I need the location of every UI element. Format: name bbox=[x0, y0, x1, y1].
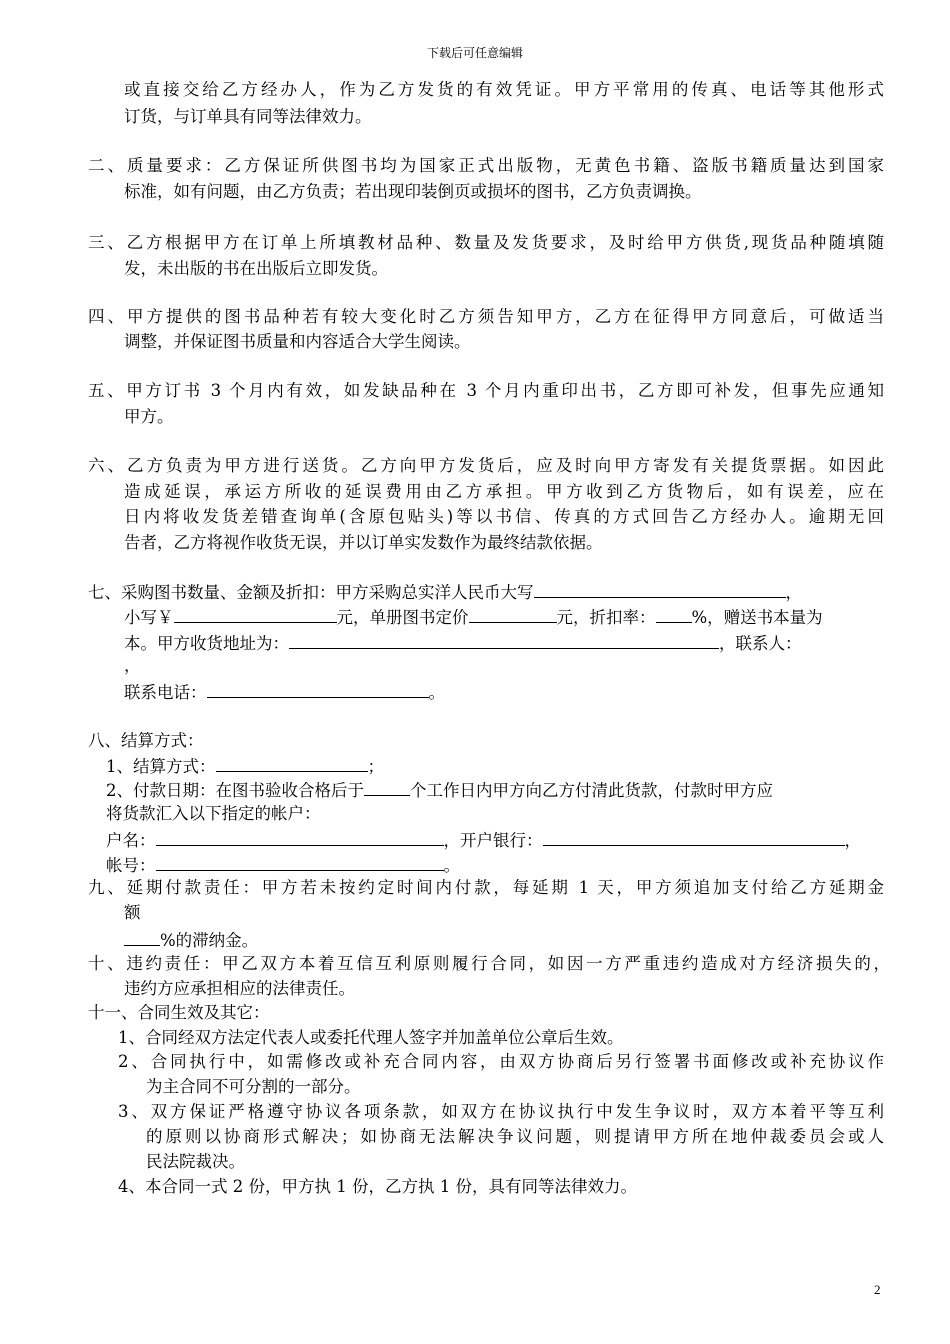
clause-3-line-1: 三、乙方根据甲方在订单上所填教材品种、数量及发货要求，及时给甲方供货,现货品种随填随 bbox=[88, 233, 884, 252]
clause-7-line-1 bbox=[88, 580, 802, 604]
late-fee-rate-blank[interactable] bbox=[124, 928, 160, 946]
clause-2-line-2: 标准，如有问题，由乙方负责；若出现印装倒页或损坏的图书，乙方负责调换。 bbox=[124, 182, 702, 201]
bank-end: ， bbox=[844, 831, 861, 850]
clause-11-title: 十一、合同生效及其它： bbox=[88, 1003, 270, 1022]
clause-7-amount-words-label: 七、采购图书数量、金额及折扣：甲方采购总实洋人民币大写 bbox=[88, 583, 534, 602]
clause-5-line-2: 甲方。 bbox=[124, 407, 174, 426]
clause-11-item-3-line-3: 民法院裁决。 bbox=[146, 1152, 245, 1171]
clause-6-line-4: 告者，乙方将视作收货无误，并以订单实发数作为最终结款依据。 bbox=[124, 533, 603, 552]
payment-date-label: 2、付款日期：在图书验收合格后于 bbox=[106, 781, 364, 800]
clause-6-line-2: 造成延误，承运方所收的延误费用由乙方承担。甲方收到乙方货物后，如有误差，应在 bbox=[124, 482, 884, 501]
clause-11-item-3-line-1: 3、双方保证严格遵守协议各项条款，如双方在协议执行中发生争议时，双方本着平等互利 bbox=[118, 1102, 884, 1121]
clause-9-line-2: 额 bbox=[124, 903, 141, 922]
settlement-method-blank[interactable] bbox=[216, 754, 368, 772]
settlement-method-end: ； bbox=[367, 757, 384, 776]
clause-11-item-1: 1、合同经双方法定代表人或委托代理人签字并加盖单位公章后生效。 bbox=[118, 1028, 624, 1047]
clause-4-line-2: 调整，并保证图书质量和内容适合大学生阅读。 bbox=[124, 332, 471, 351]
page-number: 2 bbox=[874, 1282, 881, 1297]
unit-price-label: 元，单册图书定价 bbox=[336, 608, 469, 627]
account-line bbox=[106, 828, 861, 852]
late-fee-text: %的滞纳金。 bbox=[160, 931, 259, 950]
contact-phone-blank[interactable] bbox=[207, 680, 429, 698]
contact-phone-end: 。 bbox=[428, 683, 445, 702]
discount-rate-blank[interactable] bbox=[656, 605, 692, 623]
clause-11-item-2-line-2: 为主合同不可分割的一部分。 bbox=[146, 1077, 361, 1096]
payment-days-blank[interactable] bbox=[364, 778, 410, 796]
intro-line-1: 或直接交给乙方经办人，作为乙方发货的有效凭证。甲方平常用的传真、电话等其他形式 bbox=[124, 80, 884, 99]
clause-10-line-1: 十、违约责任：甲乙双方本着互信互利原则履行合同，如因一方严重违约造成对方经济损失的， bbox=[88, 954, 890, 973]
clause-11-item-2-line-1: 2、合同执行中，如需修改或补充合同内容，由双方协商后另行签署书面修改或补充协议作 bbox=[118, 1052, 884, 1071]
amount-words-blank[interactable] bbox=[534, 580, 786, 598]
bank-label: ，开户银行： bbox=[443, 831, 543, 850]
clause-9-line-1: 九、延期付款责任：甲方若未按约定时间内付款，每延期 1 天，甲方须追加支付给乙方延期金 bbox=[88, 878, 884, 897]
intro-line-2: 订货，与订单具有同等法律效力。 bbox=[124, 107, 372, 126]
delivery-address-blank[interactable] bbox=[289, 631, 719, 649]
clause-7-comma: ， bbox=[785, 583, 802, 602]
clause-2-line-1: 二、质量要求：乙方保证所供图书均为国家正式出版物，无黄色书籍、盗版书籍质量达到国家 bbox=[88, 156, 884, 175]
clause-3-line-2: 发，未出版的书在出版后立即发货。 bbox=[124, 259, 388, 278]
clause-10-line-2: 违约方应承担相应的法律责任。 bbox=[124, 979, 355, 998]
clause-6-line-3: 日内将收发货差错查询单(含原包贴头)等以书信、传真的方式回告乙方经办人。逾期无回 bbox=[124, 507, 884, 526]
gift-books-label: %，赠送书本量为 bbox=[691, 608, 823, 627]
clause-8-item-2-cont: 将货款汇入以下指定的帐户： bbox=[106, 804, 321, 823]
clause-8-title: 八、结算方式： bbox=[88, 731, 204, 750]
clause-7-line-3 bbox=[124, 631, 802, 655]
payment-date-text: 个工作日内甲方向乙方付清此货款，付款时甲方应 bbox=[410, 781, 773, 800]
bank-blank[interactable] bbox=[543, 828, 845, 846]
amount-figures-label: 小写￥ bbox=[124, 608, 174, 627]
settlement-method-label: 1、结算方式： bbox=[106, 757, 216, 776]
clause-8-item-2 bbox=[106, 778, 773, 802]
account-number-line bbox=[106, 853, 460, 877]
clause-9-line-3 bbox=[124, 928, 258, 952]
clause-4-line-1: 四、甲方提供的图书品种若有较大变化时乙方须告知甲方，乙方在征得甲方同意后，可做适当 bbox=[88, 307, 884, 326]
discount-rate-label: 元，折扣率： bbox=[556, 608, 656, 627]
clause-7-line-4: ， bbox=[124, 656, 141, 675]
clause-8-item-1 bbox=[106, 754, 384, 778]
amount-figures-blank[interactable] bbox=[174, 605, 337, 623]
account-name-blank[interactable] bbox=[156, 828, 444, 846]
clause-5-line-1: 五、甲方订书 3 个月内有效，如发缺品种在 3 个月内重印出书，乙方即可补发，但事先应通知 bbox=[88, 381, 884, 400]
contact-person-label: ，联系人： bbox=[719, 634, 802, 653]
account-name-label: 户名： bbox=[106, 831, 156, 850]
clause-6-line-1: 六、乙方负责为甲方进行送货。乙方向甲方发货后，应及时向甲方寄发有关提货票据。如因此 bbox=[88, 456, 884, 475]
clause-7-line-5 bbox=[124, 680, 445, 704]
clause-11-item-4: 4、本合同一式 2 份，甲方执 1 份，乙方执 1 份，具有同等法律效力。 bbox=[118, 1177, 637, 1196]
unit-price-blank[interactable] bbox=[469, 605, 557, 623]
delivery-address-label: 本。甲方收货地址为： bbox=[124, 634, 289, 653]
page-header: 下载后可任意编辑 bbox=[426, 46, 523, 60]
account-number-blank[interactable] bbox=[156, 853, 444, 871]
clause-11-item-3-line-2: 的原则以协商形式解决；如协商无法解决争议问题，则提请甲方所在地仲裁委员会或人 bbox=[146, 1127, 884, 1146]
account-number-label: 帐号： bbox=[106, 856, 156, 875]
clause-7-line-2 bbox=[124, 605, 823, 629]
contact-phone-label: 联系电话： bbox=[124, 683, 207, 702]
account-number-end: 。 bbox=[443, 856, 460, 875]
